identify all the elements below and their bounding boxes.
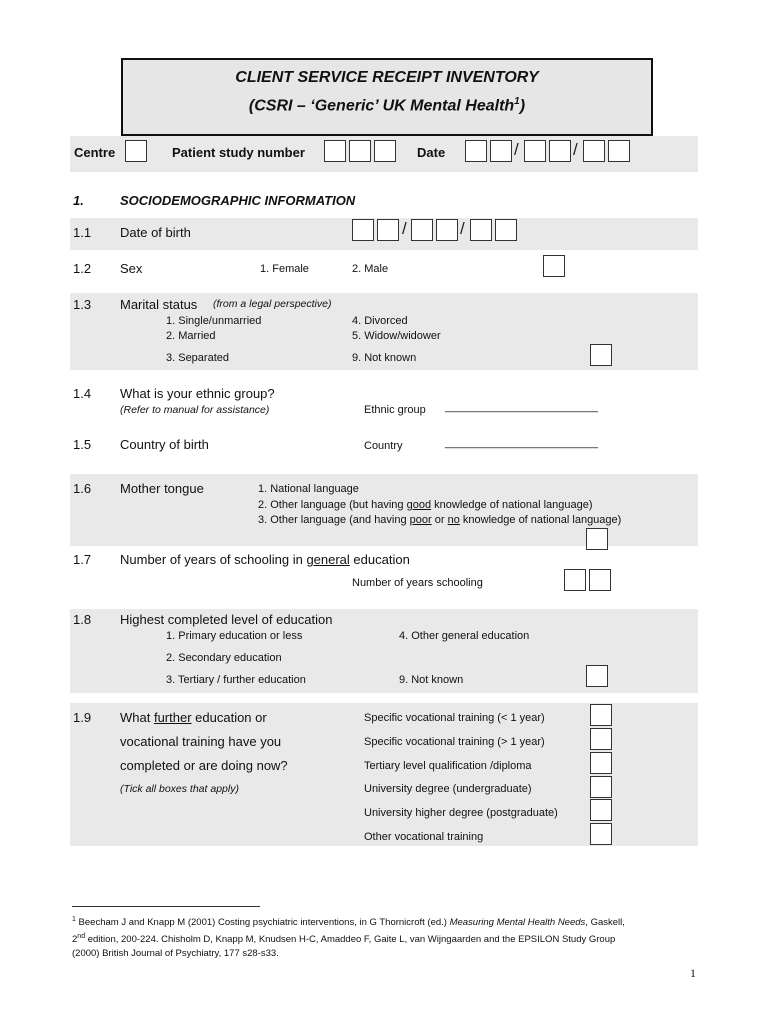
patient-box-3[interactable]	[374, 140, 396, 162]
q12-label: Sex	[120, 261, 143, 276]
q13-option-1: 1. Single/unmarried	[166, 315, 262, 327]
q19-label-line1: What further education or	[120, 710, 267, 725]
q13-label: Marital status	[120, 297, 198, 312]
q19-label-line2: vocational training have you	[120, 734, 282, 749]
q16-option-2: 2. Other language (but having good knowledge of national language)	[258, 499, 593, 511]
education-answer-box[interactable]	[586, 665, 608, 687]
dob-slash-1: /	[402, 219, 407, 238]
country-label: Country	[364, 440, 403, 452]
q19-checkbox-5[interactable]	[590, 799, 612, 821]
q19-checkbox-6[interactable]	[590, 823, 612, 845]
q16-number: 1.6	[73, 481, 92, 496]
q18-label: Highest completed level of education	[120, 612, 333, 627]
q19-note: (Tick all boxes that apply)	[120, 783, 239, 795]
section-number: 1.	[73, 193, 84, 208]
date-box-3[interactable]	[524, 140, 546, 162]
date-box-6[interactable]	[608, 140, 630, 162]
q14-number: 1.4	[73, 386, 92, 401]
dob-box-3[interactable]	[411, 219, 433, 241]
q18-option-9: 9. Not known	[399, 674, 464, 686]
q18-number: 1.8	[73, 612, 92, 627]
q13-option-3: 3. Separated	[166, 352, 229, 364]
q19-checkbox-3[interactable]	[590, 752, 612, 774]
q13-option-4: 4. Divorced	[352, 315, 408, 327]
q12-number: 1.2	[73, 261, 92, 276]
dob-box-5[interactable]	[470, 219, 492, 241]
q16-label: Mother tongue	[120, 481, 204, 496]
date-label: Date	[417, 145, 446, 160]
q18-option-1: 1. Primary education or less	[166, 630, 303, 642]
q14-note: (Refer to manual for assistance)	[120, 404, 270, 416]
date-box-4[interactable]	[549, 140, 571, 162]
page-number: 1	[690, 966, 696, 980]
date-box-1[interactable]	[465, 140, 487, 162]
q16-option-3: 3. Other language (and having poor or no knowledge of national language)	[258, 514, 622, 526]
mother-tongue-answer-box[interactable]	[586, 528, 608, 550]
dob-box-4[interactable]	[436, 219, 458, 241]
q19-option-2: Specific vocational training (> 1 year)	[364, 736, 545, 748]
marital-answer-box[interactable]	[590, 344, 612, 366]
patient-box-1[interactable]	[324, 140, 346, 162]
dob-box-6[interactable]	[495, 219, 517, 241]
ethnic-group-label: Ethnic group	[364, 404, 426, 416]
footnote: $^1$ Beecham J and Knapp M (2001) Costing psychiatric interventions, in G Thornicroft (ed.) Measuring Mental Health Needs, Gaskell, 2nd edition, 200-224. Chisholm D, Knapp M, Knudsen H-C, Amaddeo F, Gaite L, van Wijngaarden and the EPSILON Study Group (2000) British Journal of Psychiatry, 177 s28-s33.	[72, 916, 625, 960]
q13-option-5: 5. Widow/widower	[352, 330, 441, 342]
q15-number: 1.5	[73, 437, 92, 452]
form-title	[121, 58, 653, 136]
years-box-1[interactable]	[564, 569, 586, 591]
q14-label: What is your ethnic group?	[120, 386, 275, 401]
q19-number: 1.9	[73, 710, 92, 725]
ethnic-group-input[interactable]: _________________________	[445, 401, 598, 413]
date-slash-2: /	[573, 140, 578, 159]
patient-box-2[interactable]	[349, 140, 371, 162]
date-box-2[interactable]	[490, 140, 512, 162]
q12-option-female: 1. Female	[260, 263, 309, 275]
q13-note: (from a legal perspective)	[213, 298, 332, 310]
q11-number: 1.1	[73, 225, 92, 240]
dob-slash-2: /	[460, 219, 465, 238]
q13-option-2: 2. Married	[166, 330, 216, 342]
patient-number-label: Patient study number	[172, 145, 305, 160]
title-line2: (CSRI – ‘Generic’ UK Mental Health$^1$)	[248, 96, 526, 115]
date-box-5[interactable]	[583, 140, 605, 162]
sex-answer-box[interactable]	[543, 255, 565, 277]
q12-option-male: 2. Male	[352, 263, 389, 275]
years-schooling-label: Number of years schooling	[352, 577, 483, 589]
q11-label: Date of birth	[120, 225, 191, 240]
date-slash-1: /	[514, 140, 519, 159]
q13-number: 1.3	[73, 297, 92, 312]
title-line1: CLIENT SERVICE RECEIPT INVENTORY	[235, 69, 539, 86]
q19-option-3: Tertiary level qualification /diploma	[364, 760, 532, 772]
years-box-2[interactable]	[589, 569, 611, 591]
section-title: SOCIODEMOGRAPHIC INFORMATION	[120, 193, 356, 208]
q16-option-1: 1. National language	[258, 483, 359, 495]
footnote-divider	[72, 906, 260, 907]
dob-box-2[interactable]	[377, 219, 399, 241]
q17-number: 1.7	[73, 552, 92, 567]
q18-option-2: 2. Secondary education	[166, 652, 282, 664]
q19-option-1: Specific vocational training (< 1 year)	[364, 712, 545, 724]
centre-label: Centre	[74, 145, 116, 160]
q19-checkbox-2[interactable]	[590, 728, 612, 750]
q19-checkbox-4[interactable]	[590, 776, 612, 798]
q19-option-5: University higher degree (postgraduate)	[364, 807, 558, 819]
q18-option-4: 4. Other general education	[399, 630, 530, 642]
q19-option-4: University degree (undergraduate)	[364, 783, 532, 795]
centre-box[interactable]	[125, 140, 147, 162]
q19-label-line3: completed or are doing now?	[120, 758, 288, 773]
country-input[interactable]: _________________________	[445, 437, 598, 449]
dob-box-1[interactable]	[352, 219, 374, 241]
q18-option-3: 3. Tertiary / further education	[166, 674, 306, 686]
q15-label: Country of birth	[120, 437, 209, 452]
q19-checkbox-1[interactable]	[590, 704, 612, 726]
q19-option-6: Other vocational training	[364, 831, 484, 843]
q17-label: Number of years of schooling in general education	[120, 552, 410, 567]
q13-option-9: 9. Not known	[352, 352, 417, 364]
